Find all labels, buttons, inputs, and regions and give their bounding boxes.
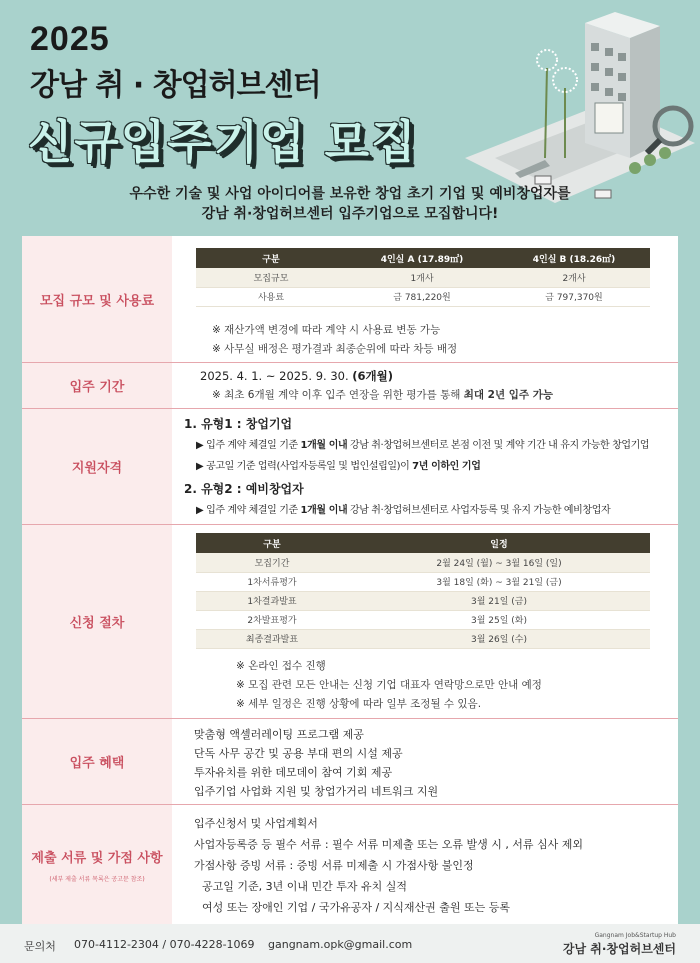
table-header-row — [196, 248, 650, 268]
intro-line-1: 우수한 기술 및 사업 아이디어를 보유한 창업 초기 기업 및 예비창업자를 — [129, 186, 571, 202]
row-label-cell — [22, 409, 172, 524]
hub-name-title: 강남 취 · 창업허브센터 — [30, 68, 321, 103]
procedure-label: 신청 절차 — [69, 616, 125, 631]
scale-table — [196, 248, 650, 307]
contact-label: 문의처 — [24, 940, 56, 953]
table-cell: 금 797,370원 — [498, 287, 650, 306]
table-header-cell: 구분 — [196, 248, 346, 268]
row-label-cell — [22, 719, 172, 804]
documents-content — [172, 805, 678, 924]
scale-label: 모집 규모 및 사용료 — [39, 293, 155, 309]
table-cell: 1차결과발표 — [196, 591, 348, 610]
year-title: 2025 — [30, 20, 110, 58]
list-item: 공고일 기준, 3년 이내 민간 투자 유치 실적 — [202, 880, 407, 893]
type2-item-1 — [196, 501, 610, 516]
period-note-text: ※ 최초 6개월 계약 이후 입주 연장을 위한 평가를 통해 — [212, 389, 461, 401]
row-label-cell — [22, 525, 172, 718]
type2-item-1-pre: ▶ 입주 계약 체결일 기준 — [196, 505, 298, 516]
type2-heading: 2. 유형2 : 예비창업자 — [184, 482, 304, 496]
table-cell: 최종결과발표 — [196, 629, 348, 648]
documents-label: 제출 서류 및 가점 사항 — [31, 850, 163, 866]
footer-logo-subtitle: Gangnam Job&Startup Hub — [594, 932, 676, 939]
scale-content — [172, 236, 678, 362]
scale-note-1: ※ 재산가액 변경에 따라 계약 시 사용료 변동 가능 — [212, 324, 441, 336]
row-benefits — [22, 719, 678, 805]
table-row — [196, 572, 650, 591]
list-item: 입주신청서 및 사업계획서 — [194, 817, 318, 830]
table-cell: 3월 25일 (화) — [348, 610, 650, 629]
procedure-note-1: ※ 온라인 접수 진행 — [236, 660, 326, 672]
table-row — [196, 610, 650, 629]
benefits-label: 입주 혜택 — [69, 756, 125, 771]
period-content — [172, 363, 678, 408]
intro-text — [0, 184, 700, 224]
type1-item-1-pre: ▶ 입주 계약 체결일 기준 — [196, 440, 298, 451]
type1-item-1-post: 강남 취·창업허브센터로 본점 이전 및 계약 기간 내 유지 가능한 창업기업 — [350, 440, 650, 451]
type1-item-2-pre: ▶ 공고일 기준 업력(사업자등록일 및 법인설립일)이 — [196, 461, 410, 472]
row-procedure — [22, 525, 678, 719]
recruit-title: 신규입주기업 모집 — [28, 115, 418, 169]
period-dates-text: 2025. 4. 1. ~ 2025. 9. 30. — [200, 369, 349, 383]
table-cell: 1차서류평가 — [196, 572, 348, 591]
period-note — [212, 387, 553, 402]
contact-email[interactable]: gangnam.opk@gmail.com — [268, 938, 413, 951]
list-item: 투자유치를 위한 데모데이 참여 기회 제공 — [194, 766, 393, 779]
eligibility-content — [172, 409, 678, 524]
benefits-list — [194, 725, 438, 801]
type1-item-1-bold: 1개월 이내 — [300, 440, 348, 451]
table-cell: 모집기간 — [196, 553, 348, 572]
type2-item-1-post: 강남 취·창업허브센터로 사업자등록 및 유지 가능한 예비창업자 — [350, 505, 611, 516]
table-cell: 2차발표평가 — [196, 610, 348, 629]
benefits-content — [172, 719, 678, 804]
procedure-note-2: ※ 모집 관련 모든 안내는 신청 기업 대표자 연락망으로만 안내 예정 — [236, 679, 542, 691]
info-panel — [22, 236, 678, 924]
documents-sublabel: (세부 제출 서류 목록은 공고문 참조) — [49, 875, 145, 883]
list-item: 여성 또는 장애인 기업 / 국가유공자 / 지식재산권 출원 또는 등록 — [202, 901, 511, 914]
eligibility-label: 지원자격 — [71, 461, 123, 476]
period-note-bold: 최대 2년 입주 가능 — [463, 389, 554, 401]
intro-line-2: 강남 취·창업허브센터 입주기업으로 모집합니다! — [201, 206, 499, 222]
procedure-note-3: ※ 세부 일정은 진행 상황에 따라 일부 조정될 수 있음. — [236, 698, 482, 710]
table-cell: 사용료 — [196, 287, 346, 306]
footer-logo: 강남 취·창업허브센터 — [562, 942, 676, 956]
list-item: 입주기업 사업화 지원 및 창업가거리 네트워크 지원 — [194, 785, 439, 798]
contact-phones[interactable]: 070-4112-2304 / 070-4228-1069 — [74, 938, 255, 951]
table-cell: 1개사 — [346, 268, 498, 287]
list-item: 가점사항 증빙 서류 : 증빙 서류 미제출 시 가점사항 불인정 — [194, 859, 474, 872]
list-item: 사업자등록증 등 필수 서류 : 필수 서류 미제출 또는 오류 발생 시 , 서류 심사 제외 — [194, 838, 584, 851]
period-dates — [200, 368, 393, 384]
row-label-cell — [22, 363, 172, 408]
row-label-cell — [22, 805, 172, 924]
table-header-cell: 일정 — [348, 533, 650, 553]
list-item: 단독 사무 공간 및 공용 부대 편의 시설 제공 — [194, 747, 403, 760]
table-row — [196, 287, 650, 306]
table-cell: 2개사 — [498, 268, 650, 287]
table-header-row — [196, 533, 650, 553]
type1-heading: 1. 유형1 : 창업기업 — [184, 417, 293, 431]
footer — [0, 924, 700, 963]
documents-list — [194, 813, 583, 918]
table-row — [196, 553, 650, 572]
type1-item-2-bold: 7년 이하인 기업 — [412, 461, 481, 472]
table-cell: 3월 21일 (금) — [348, 591, 650, 610]
period-label: 입주 기간 — [69, 380, 125, 395]
type2-item-1-bold: 1개월 이내 — [300, 505, 348, 516]
schedule-table — [196, 533, 650, 649]
table-row — [196, 591, 650, 610]
table-header-cell: 4인실 B (18.26㎡) — [498, 248, 650, 268]
row-documents — [22, 805, 678, 924]
table-cell: 금 781,220원 — [346, 287, 498, 306]
type1-item-2 — [196, 457, 480, 472]
row-eligibility — [22, 409, 678, 525]
table-row — [196, 629, 650, 648]
table-cell: 모집규모 — [196, 268, 346, 287]
table-row — [196, 268, 650, 287]
row-scale — [22, 236, 678, 363]
table-header-cell: 4인실 A (17.89㎡) — [346, 248, 498, 268]
period-duration: (6개월) — [352, 369, 394, 383]
scale-note-2: ※ 사무실 배정은 평가결과 최종순위에 따라 차등 배정 — [212, 343, 458, 355]
table-cell: 3월 18일 (화) ~ 3월 21일 (금) — [348, 572, 650, 591]
row-label-cell — [22, 236, 172, 362]
type1-item-1 — [196, 436, 649, 451]
table-cell: 3월 26일 (수) — [348, 629, 650, 648]
building-illustration — [455, 8, 695, 208]
poster-header — [0, 0, 700, 232]
list-item: 맞춤형 액셀러레이팅 프로그램 제공 — [194, 728, 364, 741]
table-cell: 2월 24일 (월) ~ 3월 16일 (일) — [348, 553, 650, 572]
procedure-content — [172, 525, 678, 718]
table-header-cell: 구분 — [196, 533, 348, 553]
row-period — [22, 363, 678, 409]
